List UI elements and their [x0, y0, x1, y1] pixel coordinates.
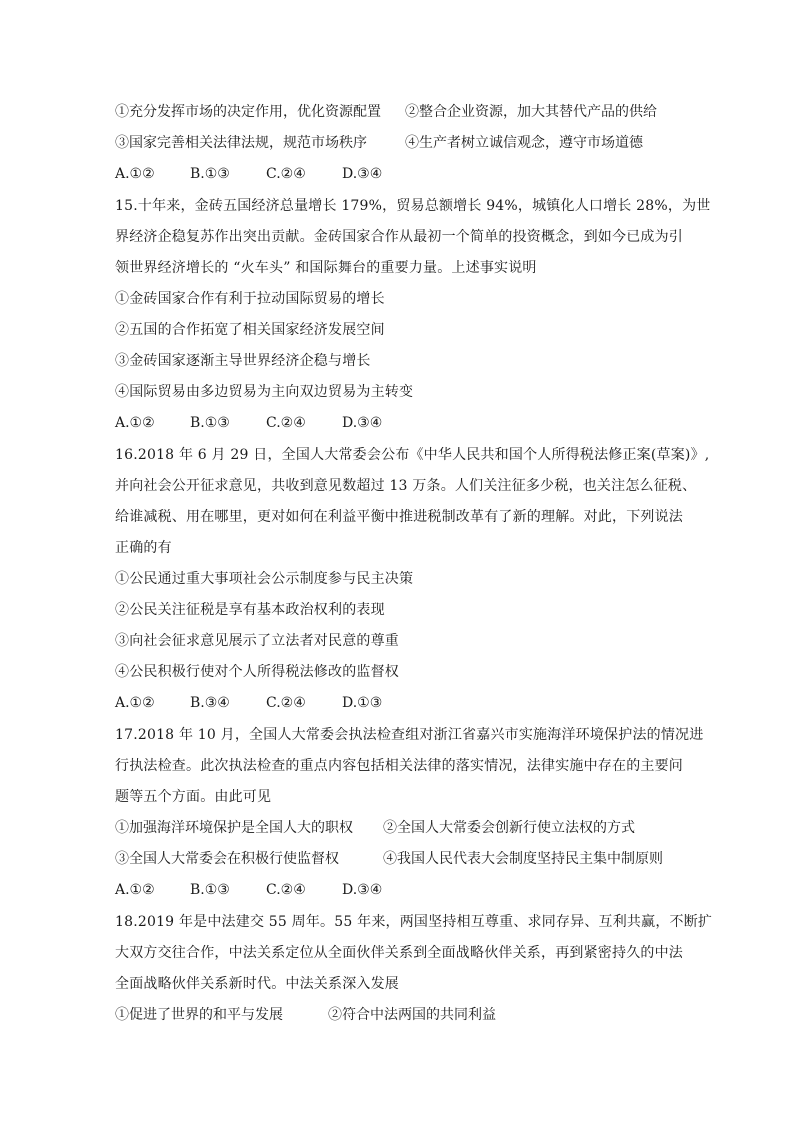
q16-stem-line-2: 并向社会公开征求意见，共收到意见数超过 13 万条。人们关注征多少税，也关注怎么征税、 [115, 478, 697, 494]
q14-option-1: ①充分发挥市场的决定作用，优化资源配置 [115, 104, 381, 120]
q17-answer-c: C.②④ [266, 882, 306, 898]
q16-option-1: ①公民通过重大事项社会公示制度参与民主决策 [115, 571, 414, 587]
q17-stem-line-2: 行执法检查。此次执法检查的重点内容包括相关法律的落实情况，法律实施中存在的主要问 [115, 758, 683, 774]
q15-answer-a: A.①② [115, 415, 155, 431]
q16-answer-b: B.③④ [190, 695, 230, 711]
q14-answer-b: B.①③ [190, 166, 230, 182]
q14-answer-c: C.②④ [266, 166, 306, 182]
q15-stem-line-3: 领世界经济增长的 “火车头” 和国际舞台的重要力量。上述事实说明 [115, 260, 537, 276]
q17-option-2: ②全国人大常委会创新行使立法权的方式 [383, 820, 635, 836]
q16-stem-line-3: 给谁减税、用在哪里，更对如何在利益平衡中推进税制改革有了新的理解。对此，下列说法 [115, 509, 683, 525]
q14-answer-a: A.①② [115, 166, 155, 182]
q16-stem-line-4: 正确的有 [115, 540, 172, 556]
q14-option-2: ②整合企业资源，加大其替代产品的供给 [405, 104, 657, 120]
q15-option-1: ①金砖国家合作有利于拉动国际贸易的增长 [115, 291, 385, 307]
q15-option-3: ③金砖国家逐渐主导世界经济企稳与增长 [115, 353, 371, 369]
q17-option-4: ④我国人民代表大会制度坚持民主集中制原则 [383, 851, 663, 867]
q16-answer-c: C.②④ [266, 695, 306, 711]
q18-stem-line-3: 全面战略伙伴关系新时代。中法关系深入发展 [115, 976, 399, 992]
q15-stem-line-1: 15.十年来，金砖五国经济总量增长 179%，贸易总额增长 94%，城镇化人口增长 28%，为世 [115, 198, 711, 214]
q17-answer-a: A.①② [115, 882, 155, 898]
q14-option-3: ③国家完善相关法律法规，规范市场秩序 [115, 135, 367, 151]
q16-option-4: ④公民积极行使对个人所得税法修改的监督权 [115, 664, 399, 680]
q16-option-2: ②公民关注征税是享有基本政治权利的表现 [115, 602, 385, 618]
q18-option-2: ②符合中法两国的共同利益 [328, 1007, 496, 1023]
q17-stem-line-1: 17.2018 年 10 月，全国人大常委会执法检查组对浙江省嘉兴市实施海洋环境保护法的情况进 [115, 727, 704, 743]
q17-option-3: ③全国人大常委会在积极行使监督权 [115, 851, 339, 867]
q16-option-3: ③向社会征求意见展示了立法者对民意的尊重 [115, 633, 399, 649]
q15-answer-d: D.③④ [342, 415, 383, 431]
q14-option-4: ④生产者树立诚信观念，遵守市场道德 [405, 135, 643, 151]
q17-option-1: ①加强海洋环境保护是全国人大的职权 [115, 820, 353, 836]
q17-stem-line-3: 题等五个方面。由此可见 [115, 789, 272, 805]
q15-stem-line-2: 界经济企稳复苏作出突出贡献。金砖国家合作从最初一个简单的投资概念，到如今已成为引 [115, 229, 683, 245]
q15-answer-b: B.①③ [190, 415, 230, 431]
q15-answer-c: C.②④ [266, 415, 306, 431]
q16-stem-line-1: 16.2018 年 6 月 29 日，全国人大常委会公布《中华人民共和国个人所得税法修正案(草案)》, [115, 447, 710, 463]
q18-option-1: ①促进了世界的和平与发展 [115, 1007, 283, 1023]
q15-option-4: ④国际贸易由多边贸易为主向双边贸易为主转变 [115, 384, 414, 400]
q17-answer-d: D.③④ [342, 882, 383, 898]
q18-stem-line-2: 大双方交往合作，中法关系定位从全面伙伴关系到全面战略伙伴关系，再到紧密持久的中法 [115, 945, 683, 961]
q17-answer-b: B.①③ [190, 882, 230, 898]
q16-answer-d: D.①③ [342, 695, 383, 711]
q16-answer-a: A.①② [115, 695, 155, 711]
q14-answer-d: D.③④ [342, 166, 383, 182]
q15-option-2: ②五国的合作拓宽了相关国家经济发展空间 [115, 322, 385, 338]
q18-stem-line-1: 18.2019 年是中法建交 55 周年。55 年来，两国坚持相互尊重、求同存异、互利共赢，不断扩 [115, 914, 713, 930]
